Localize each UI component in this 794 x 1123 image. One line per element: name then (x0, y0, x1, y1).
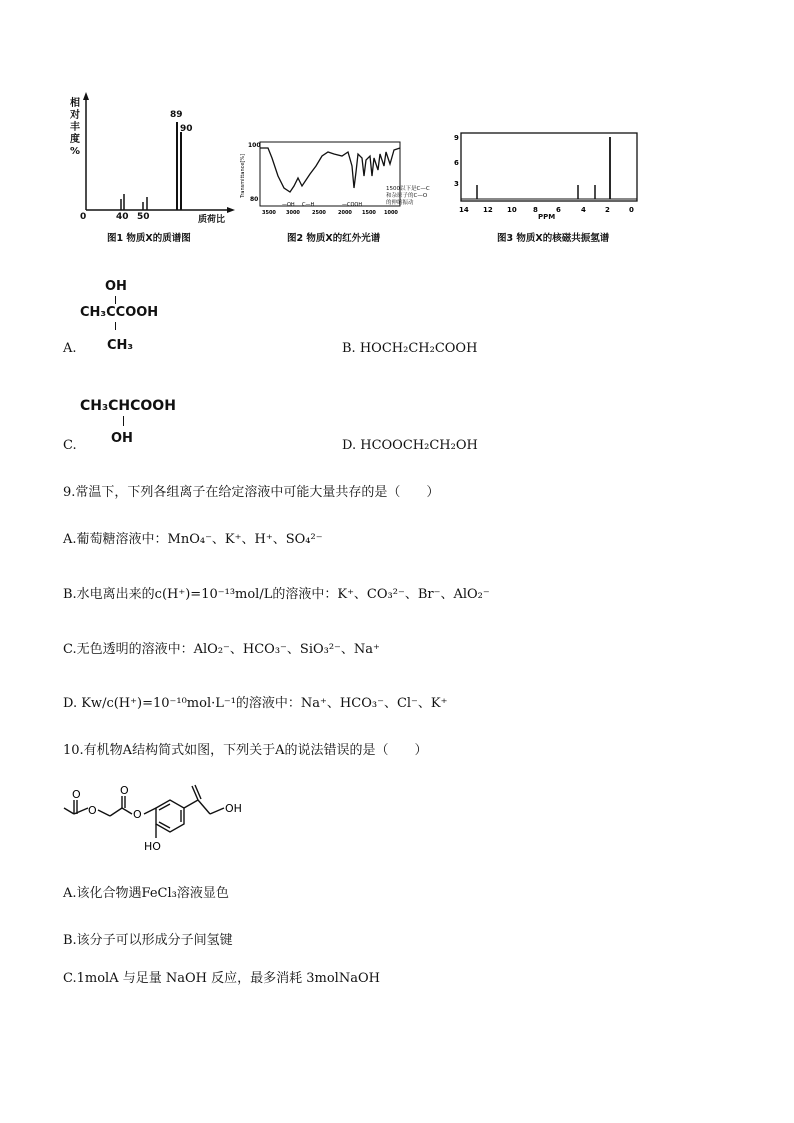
q10-option-b: B.该分子可以形成分子间氢键 (63, 933, 233, 948)
q8-a-bond-top (115, 296, 116, 304)
fig2-y80: 80 (250, 196, 259, 203)
fig3-tick-12: 12 (483, 206, 493, 214)
ester-o-2: O (133, 808, 142, 821)
fig2-yaxis: Transmittance[%] (240, 153, 246, 198)
fig2-tick-3500: 3500 (262, 210, 276, 216)
q8-a-oh: OH (105, 279, 127, 294)
fig1-plot (80, 92, 235, 217)
q10-structure (60, 780, 280, 860)
fig1-xlabel: 质荷比 (198, 215, 226, 225)
q9-option-a: A.葡萄糖溶液中：MnO₄⁻、K⁺、H⁺、SO₄²⁻ (63, 532, 323, 547)
q8-d-formula: HCOOCH₂CH₂OH (360, 438, 478, 453)
fig2-cooh: —COOH (342, 202, 363, 208)
fig2-ch: C—H (302, 202, 315, 208)
fig3-caption: 图3 物质X的核磁共振氢谱 (497, 233, 610, 244)
fig2-tick-2000: 2000 (338, 210, 352, 216)
fig2-oh: —OH (282, 202, 295, 208)
fig3-plot (450, 128, 640, 218)
q10-oh-label: OH (225, 802, 242, 815)
q9-option-d: D. Kw/c(H⁺)=10⁻¹⁰mol·L⁻¹的溶液中：Na⁺、HCO₃⁻、Cl⁻、K⁺ (63, 696, 448, 711)
fig1-peak89-label: 89 (170, 110, 183, 120)
fig2-tick-1500: 1500 (362, 210, 376, 216)
q8-a-label: A. (63, 341, 77, 356)
fig3-xlabel: PPM (538, 213, 556, 221)
fig3-y9: 9 (454, 134, 459, 142)
ir-trace (260, 148, 400, 192)
q8-c-label: C. (63, 438, 77, 453)
fig2-tick-3000: 3000 (286, 210, 300, 216)
fig1-x40: 40 (116, 212, 129, 222)
fig3-tick-6: 6 (556, 206, 561, 214)
q10-option-c: C.1molA 与足量 NaOH 反应，最多消耗 3molNaOH (63, 971, 380, 986)
q8-a-ch3: CH₃ (107, 338, 134, 353)
q10-option-a: A.该化合物遇FeCl₃溶液显色 (63, 886, 229, 901)
fig1-ylabel: 相 对 丰 度 % (69, 98, 81, 157)
carbonyl-o-1: O (72, 788, 81, 801)
fig2-tick-2500: 2500 (312, 210, 326, 216)
fig1-x50: 50 (137, 212, 150, 222)
carbonyl-o-2: O (120, 784, 129, 797)
fig3-y3: 3 (454, 180, 459, 188)
fig3-tick-14: 14 (459, 206, 469, 214)
q8-b-formula: HOCH₂CH₂COOH (359, 341, 478, 356)
q8-c-oh: OH (111, 431, 133, 446)
fig3-y6: 6 (454, 159, 459, 167)
fig2-note: 1500以下是C—C 和杂原子的C—O 的伸缩振动 (386, 186, 430, 206)
q9-stem: 9.常温下，下列各组离子在给定溶液中可能大量共存的是（ ） (63, 485, 440, 500)
fig2-caption: 图2 物质X的红外光谱 (287, 233, 381, 244)
q9-option-c: C.无色透明的溶液中：AlO₂⁻、HCO₃⁻、SiO₃²⁻、Na⁺ (63, 642, 380, 657)
q10-ho-label: HO (144, 840, 161, 853)
fig1-peak90-label: 90 (180, 124, 193, 134)
q8-option-b: B. HOCH₂CH₂COOH (342, 341, 478, 356)
q8-a-bond-bottom (115, 322, 116, 330)
q8-c-bond (123, 416, 124, 426)
fig3-tick-4: 4 (581, 206, 586, 214)
fig3-tick-2: 2 (605, 206, 610, 214)
fig3-tick-8: 8 (533, 206, 538, 214)
fig1-x0: 0 (80, 212, 87, 222)
fig3-tick-0: 0 (629, 206, 634, 214)
q10-stem: 10.有机物A结构简式如图，下列关于A的说法错误的是（ ） (63, 743, 428, 758)
fig2-plot (238, 136, 408, 226)
fig2-tick-1000: 1000 (384, 210, 398, 216)
q8-a-main: CH₃CCOOH (80, 305, 159, 320)
q8-c-main: CH₃CHCOOH (80, 398, 176, 414)
fig1-caption: 图1 物质X的质谱图 (107, 233, 191, 244)
fig2-y100: 100 (248, 142, 261, 149)
fig3-tick-10: 10 (507, 206, 517, 214)
q9-option-b: B.水电离出来的c(H⁺)=10⁻¹³mol/L的溶液中：K⁺、CO₃²⁻、Br⁻、AlO₂⁻ (63, 587, 490, 602)
q8-option-d: D. HCOOCH₂CH₂OH (342, 438, 478, 453)
ester-o-1: O (88, 804, 97, 817)
